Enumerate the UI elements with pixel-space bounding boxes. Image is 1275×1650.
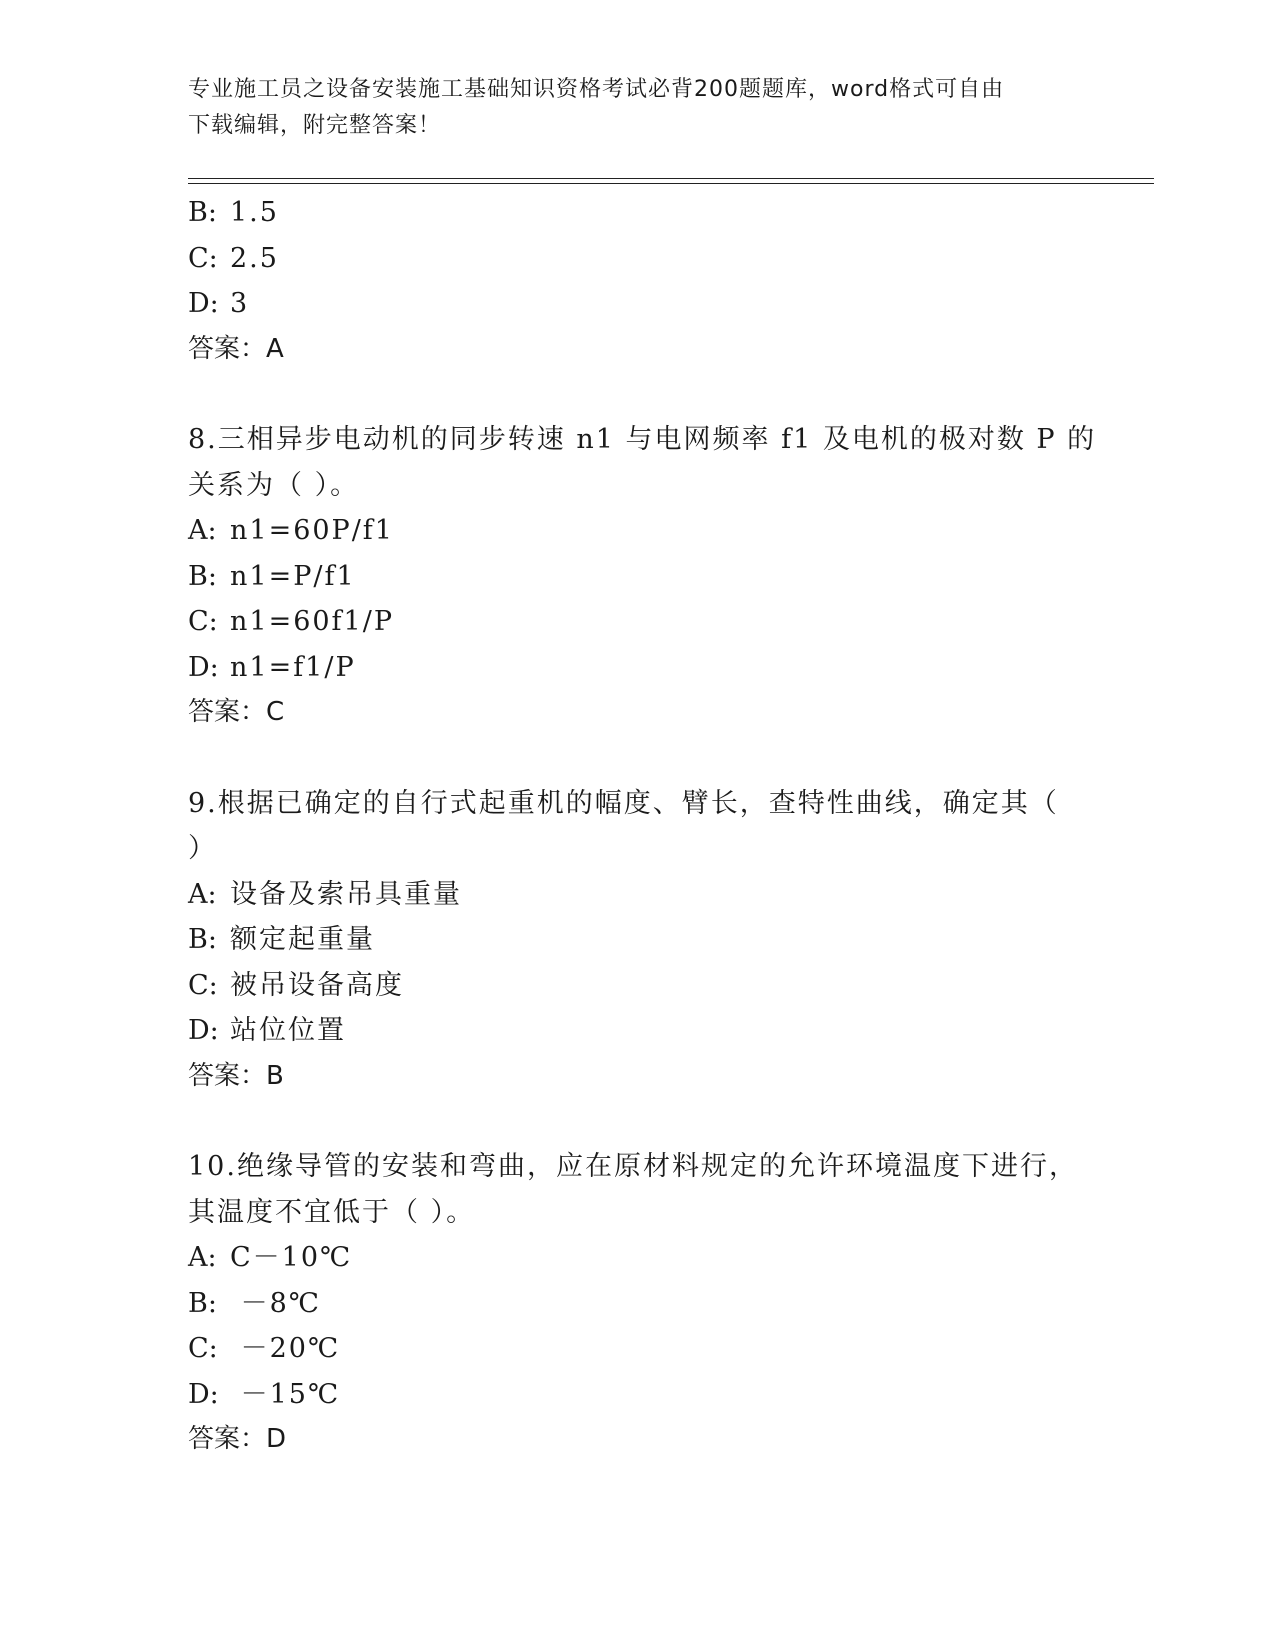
option-d <box>188 1008 1088 1054</box>
question-stem-line-1: 9.根据已确定的自行式起重机的幅度、臂长，查特性曲线，确定其（ <box>188 787 1059 819</box>
option-letter: D: <box>188 651 219 683</box>
option-letter: A: <box>188 1242 217 1273</box>
option-text: n1=60P/f1 <box>230 515 394 546</box>
option-letter: B: <box>188 197 217 228</box>
header-divider-top <box>188 178 1154 179</box>
spacer <box>188 1099 1088 1144</box>
option-b <box>188 190 1088 236</box>
option-c <box>188 963 1088 1009</box>
option-text: 额定起重量 <box>230 924 375 955</box>
option-text: －20℃ <box>230 1333 341 1364</box>
spacer <box>188 736 1088 781</box>
question-stem-line-1: 8.三相异步电动机的同步转速 n1 与电网频率 f1 及电机的极对数 P 的 <box>188 424 1097 455</box>
option-d <box>188 1372 1088 1418</box>
document-header <box>188 72 1088 144</box>
answer-line: 答案：D <box>188 1424 287 1454</box>
question-7-continuation <box>188 190 1088 372</box>
answer-line: 答案：C <box>188 697 285 727</box>
option-letter: C: <box>188 969 218 1001</box>
question-8 <box>188 417 1097 736</box>
option-b <box>188 554 1088 600</box>
question-10 <box>188 1144 1088 1463</box>
option-c <box>188 236 1088 282</box>
option-a <box>188 508 1088 554</box>
question-stem-line-2: 其温度不宜低于（ ）。 <box>188 1196 476 1228</box>
option-letter: B: <box>188 924 217 955</box>
option-letter: A: <box>188 515 217 546</box>
answer-line: 答案：B <box>188 1060 284 1091</box>
option-letter: C: <box>188 606 218 637</box>
answer-line: 答案：A <box>188 333 284 364</box>
option-text: n1=f1/P <box>230 651 356 683</box>
option-text: 设备及索吊具重量 <box>230 878 462 910</box>
option-b <box>188 917 1088 963</box>
question-content <box>188 190 1097 1463</box>
option-c <box>188 599 1088 645</box>
option-text: 被吊设备高度 <box>230 969 404 1001</box>
option-text: －8℃ <box>230 1287 321 1319</box>
option-text: C－10℃ <box>230 1242 353 1273</box>
option-text: n1=P/f1 <box>230 560 356 592</box>
option-d <box>188 645 1088 691</box>
option-c <box>188 1326 1088 1372</box>
option-letter: D: <box>188 1378 219 1410</box>
option-text: n1=60f1/P <box>230 606 394 637</box>
option-letter: B: <box>188 1287 217 1319</box>
option-text: 站位位置 <box>230 1015 346 1046</box>
question-stem-line-2: 关系为（ ）。 <box>188 469 360 501</box>
option-a <box>188 872 1088 918</box>
option-letter: A: <box>188 878 217 910</box>
option-text: 3 <box>230 288 250 319</box>
option-letter: D: <box>188 1015 219 1046</box>
option-d <box>188 281 1088 327</box>
spacer <box>188 372 1088 417</box>
header-divider-bottom <box>188 183 1154 184</box>
option-a <box>188 1235 1088 1281</box>
option-letter: B: <box>188 560 217 592</box>
option-b <box>188 1281 1088 1327</box>
option-letter: D: <box>188 288 219 319</box>
option-letter: C: <box>188 242 218 274</box>
question-stem-line-1: 10.绝缘导管的安装和弯曲，应在原材料规定的允许环境温度下进行， <box>188 1151 1078 1182</box>
option-letter: C: <box>188 1333 218 1364</box>
question-9 <box>188 781 1088 1100</box>
option-text: 1.5 <box>230 197 279 228</box>
option-text: －15℃ <box>230 1378 341 1410</box>
option-text: 2.5 <box>230 242 279 274</box>
question-stem-line-2: ） <box>188 833 217 864</box>
header-title-line-2: 下载编辑，附完整答案！ <box>188 113 442 138</box>
header-title-line-1: 专业施工员之设备安装施工基础知识资格考试必背200题题库，word格式可自由 <box>188 77 1005 102</box>
